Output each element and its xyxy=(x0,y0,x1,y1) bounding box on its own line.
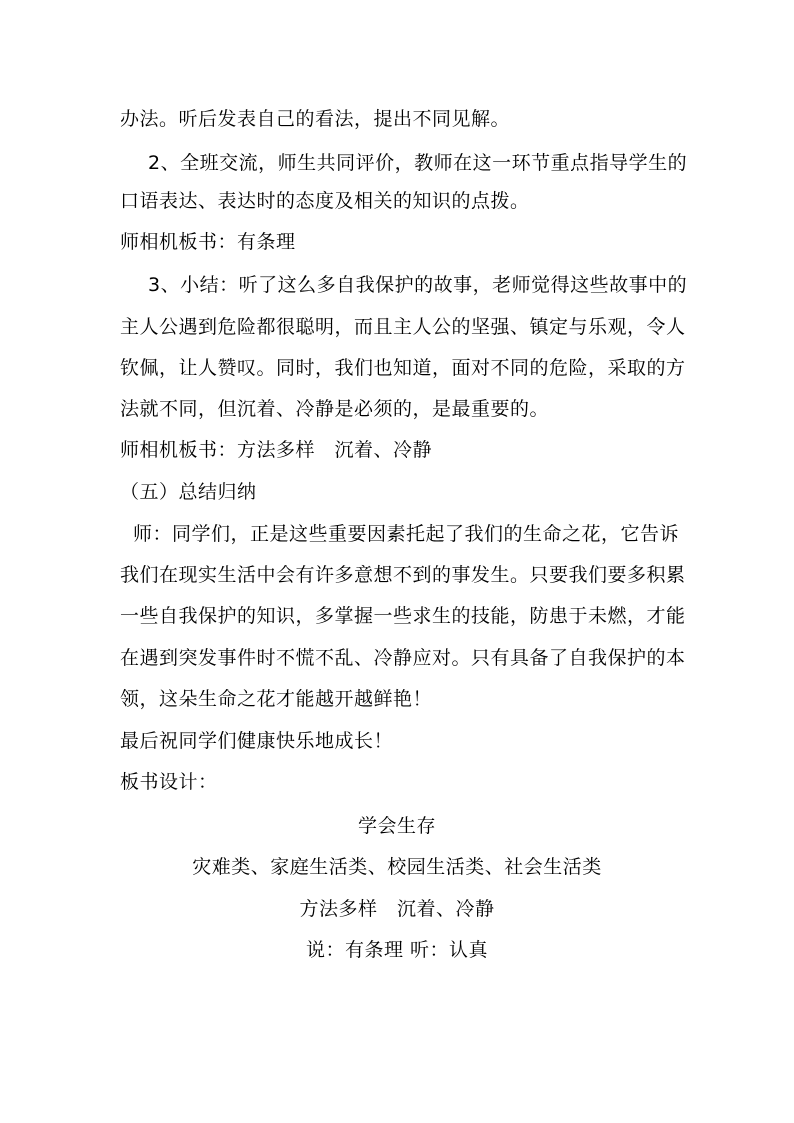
paragraph-line-3: 口语表达、表达时的态度及相关的知识的点拨。 xyxy=(120,190,530,212)
paragraph-line-1: 办法。听后发表自己的看法，提出不同见解。 xyxy=(120,108,511,130)
board-design-speak-listen: 说：有条理 听：认真 xyxy=(305,939,489,961)
board-note-2: 师相机板书：方法多样 沉着、冷静 xyxy=(120,439,433,461)
paragraph-line-5: 3、小结：听了这么多自我保护的故事，老师觉得这些故事中的 xyxy=(148,274,688,296)
paragraph-line-11: 师：同学们，正是这些重要因素托起了我们的生命之花，它告诉 xyxy=(133,523,680,545)
board-design-label: 板书设计： xyxy=(120,771,218,793)
paragraph-line-6: 主人公遇到危险都很聪明，而且主人公的坚强、镇定与乐观，令人 xyxy=(120,316,686,338)
closing-line: 最后祝同学们健康快乐地成长！ xyxy=(120,730,394,752)
paragraph-line-7: 钦佩，让人赞叹。同时，我们也知道，面对不同的危险，采取的方 xyxy=(120,357,686,379)
board-design-methods: 方法多样 沉着、冷静 xyxy=(299,898,495,920)
paragraph-line-2: 2、全班交流，师生共同评价，教师在这一环节重点指导学生的 xyxy=(148,152,688,174)
paragraph-line-12: 我们在现实生活中会有许多意想不到的事发生。只要我们要多积累 xyxy=(120,564,686,586)
section-heading: （五）总结归纳 xyxy=(120,481,257,503)
paragraph-line-8: 法就不同，但沉着、冷静是必须的，是最重要的。 xyxy=(120,398,550,420)
board-design-title: 学会生存 xyxy=(357,815,436,837)
paragraph-line-14: 在遇到突发事件时不慌不乱、冷静应对。只有具备了自我保护的本 xyxy=(120,647,686,669)
board-design-categories: 灾难类、家庭生活类、校园生活类、社会生活类 xyxy=(192,856,602,878)
board-note-1: 师相机板书：有条理 xyxy=(120,231,296,253)
paragraph-line-13: 一些自我保护的知识，多掌握一些求生的技能，防患于未燃，才能 xyxy=(120,605,686,627)
paragraph-line-15: 领，这朵生命之花才能越开越鲜艳！ xyxy=(120,688,433,710)
